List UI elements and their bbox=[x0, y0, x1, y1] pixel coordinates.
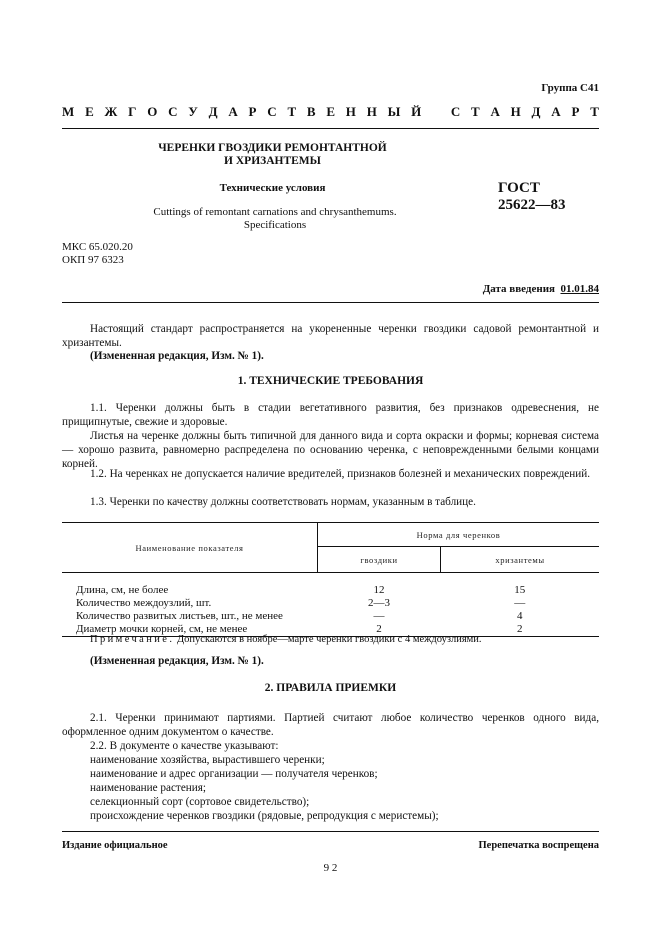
note-label: Примечание. bbox=[90, 634, 175, 645]
mks-code: МКС 65.020.20 bbox=[62, 241, 133, 253]
classification-codes bbox=[62, 241, 133, 267]
list-item: наименование и адрес организации — получателя черенков; bbox=[90, 768, 378, 780]
carnation-value-cell: — bbox=[373, 610, 385, 622]
clause-1-3: 1.3. Черенки по качеству должны соответствовать нормам, указанным в таблице. bbox=[90, 496, 476, 508]
quality-document-items bbox=[90, 753, 600, 823]
intro-date-label: Дата введения bbox=[482, 283, 555, 295]
indicator-cell: Диаметр мочки корней, см, не менее bbox=[62, 623, 318, 637]
page-number: 9 2 bbox=[323, 862, 338, 874]
header-divider bbox=[62, 128, 599, 129]
list-item: наименование хозяйства, вырастившего черенки; bbox=[90, 754, 325, 766]
col-indicator-header: Наименование показателя bbox=[62, 523, 318, 573]
chrysanthemum-value-cell: 4 bbox=[517, 610, 523, 622]
title-line-1: ЧЕРЕНКИ ГВОЗДИКИ РЕМОНТАНТНОЙ bbox=[158, 142, 387, 154]
list-item: происхождение черенков гвоздики (рядовые, репродукция с меристемы); bbox=[90, 810, 439, 822]
interstate-letter: С bbox=[450, 104, 461, 119]
document-title bbox=[130, 142, 415, 168]
interstate-letter: Е bbox=[326, 104, 336, 119]
indicator-cell: Количество развитых листьев, шт., не менее bbox=[76, 610, 283, 622]
note-text: Допускаются в ноябре—марте черенки гвоздики с 4 междоузлиями. bbox=[174, 634, 482, 645]
intro-paragraph: Настоящий стандарт распространяется на укорененные черенки гвоздики садовой ремонтантной и хризантемы. bbox=[62, 323, 599, 349]
reprint-prohibited-label: Перепечатка воспрещена bbox=[478, 840, 599, 851]
table-note bbox=[90, 634, 482, 645]
col-norm-header: Норма для черенков bbox=[318, 523, 600, 547]
interstate-letter: Г bbox=[128, 104, 137, 119]
section-2-heading: 2. ПРАВИЛА ПРИЕМКИ bbox=[264, 682, 397, 694]
carnation-value-cell: 2 bbox=[318, 623, 441, 637]
interstate-letter: У bbox=[188, 104, 198, 119]
interstate-letter: С bbox=[168, 104, 178, 119]
interstate-letter: Н bbox=[510, 104, 521, 119]
carnation-value-cell: 12 bbox=[373, 584, 385, 596]
interstate-letter: О bbox=[147, 104, 158, 119]
table-row bbox=[62, 597, 599, 610]
chrysanthemum-value-cell: — bbox=[514, 597, 526, 609]
chrysanthemum-value-cell: 2 bbox=[441, 623, 599, 637]
interstate-standard-heading bbox=[62, 104, 599, 120]
clause-2-2: 2.2. В документе о качестве указывают: bbox=[90, 740, 279, 752]
title-line-2: И ХРИЗАНТЕМЫ bbox=[224, 155, 321, 167]
list-item: наименование растения; bbox=[90, 782, 207, 794]
gost-label: ГОСТ bbox=[498, 180, 540, 196]
intro-date-value: 01.01.84 bbox=[560, 283, 599, 295]
interstate-letter: А bbox=[228, 104, 238, 119]
interstate-letter: Ы bbox=[387, 104, 401, 119]
gost-designation bbox=[498, 180, 588, 214]
table-row bbox=[62, 573, 599, 598]
col-chrysanthemum-header: хризантемы bbox=[441, 547, 599, 573]
interstate-letter: С bbox=[267, 104, 277, 119]
interstate-letter: Р bbox=[248, 104, 257, 119]
norms-table bbox=[62, 522, 599, 637]
english-title-line-1: Cuttings of remontant carnations and chrysanthemums. bbox=[153, 206, 397, 218]
english-title bbox=[110, 206, 440, 232]
section-1-heading: 1. ТЕХНИЧЕСКИЕ ТРЕБОВАНИЯ bbox=[237, 375, 424, 387]
interstate-word-gap bbox=[432, 104, 440, 120]
indicator-cell: Длина, см, не более bbox=[76, 584, 169, 596]
clause-1-1: 1.1. Черенки должны быть в стадии вегетативного развития, без признаков одревеснения, не прищипнутые, свежие и здоровые. bbox=[62, 402, 599, 428]
carnation-value-cell: 2—3 bbox=[368, 597, 391, 609]
interstate-letter: Н bbox=[345, 104, 356, 119]
interstate-letter: М bbox=[62, 104, 75, 119]
amendment-2: (Измененная редакция, Изм. № 1). bbox=[90, 655, 264, 667]
interstate-letter: Е bbox=[85, 104, 94, 119]
okp-code: ОКП 97 6323 bbox=[62, 254, 124, 266]
interstate-letter: Т bbox=[287, 104, 297, 119]
interstate-letter: А bbox=[551, 104, 561, 119]
clause-1-1-leaves: Листья на черенке должны быть типичной для данного вида и сорта окраски и формы; корневая система — хорошо развита, равномерно распределена по основанию черенка, с неповрежденными белыми концами корней. bbox=[62, 430, 599, 470]
interstate-letter: Т bbox=[471, 104, 480, 119]
intro-amendment: (Измененная редакция, Изм. № 1). bbox=[90, 350, 264, 362]
introduction-date bbox=[483, 283, 599, 295]
group-code: Группа С41 bbox=[541, 82, 599, 94]
date-divider bbox=[62, 302, 599, 303]
interstate-letter: Т bbox=[590, 104, 599, 119]
document-subtitle: Технические условия bbox=[219, 182, 326, 194]
list-item: селекционный сорт (сортовое свидетельство); bbox=[90, 796, 310, 808]
clause-1-2: 1.2. На черенках не допускается наличие вредителей, признаков болезней и механических повреждений. bbox=[90, 468, 590, 480]
chrysanthemum-value-cell: 15 bbox=[514, 584, 526, 596]
interstate-letter: Д bbox=[531, 104, 541, 119]
interstate-letter: В bbox=[306, 104, 316, 119]
indicator-cell: Количество междоузлий, шт. bbox=[76, 597, 212, 609]
interstate-letter: Й bbox=[411, 104, 422, 119]
interstate-letter: Ж bbox=[104, 104, 118, 119]
english-title-line-2: Specifications bbox=[243, 219, 307, 231]
clause-2-1: 2.1. Черенки принимают партиями. Партией считают любое количество черенков одного вида, оформленное одним документом о качестве. bbox=[62, 712, 599, 738]
col-carnation-header: гвоздики bbox=[318, 547, 441, 573]
table-row bbox=[62, 610, 599, 623]
gost-number: 25622—83 bbox=[498, 197, 566, 213]
interstate-letter: А bbox=[490, 104, 500, 119]
footer-divider bbox=[62, 831, 599, 832]
interstate-letter: Д bbox=[208, 104, 218, 119]
official-edition-label: Издание официальное bbox=[62, 840, 168, 851]
interstate-letter: Р bbox=[571, 104, 580, 119]
interstate-letter: Н bbox=[366, 104, 377, 119]
